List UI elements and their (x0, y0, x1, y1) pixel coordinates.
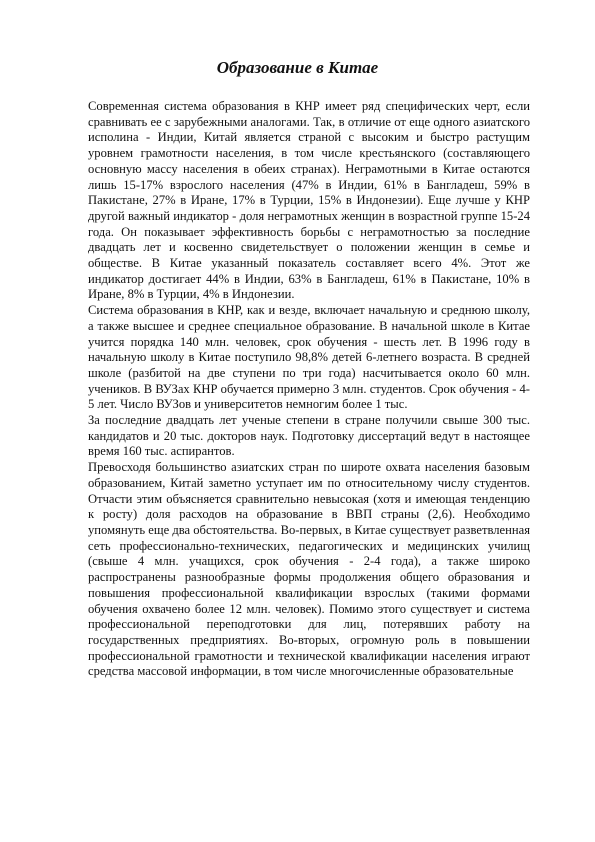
paragraph-comparison: Превосходя большинство азиатских стран по широте охвата населения базовым образованием, Китай заметно уступает им по относительному числу студентов. Отчасти этим объясняется сравнительно невысокая (хотя и имеющая тенденцию к росту) доля расходов на образование в ВВП страны (2,6). Необходимо упомянуть еще два обстоятельства. Во-первых, в Китае существует разветвленная сеть профессионально-технических, педагогических и медицинских училищ (свыше 4 млн. учащихся, срок обучения - 2-4 года), а также широко распространены разнообразные формы продолжения общего образования и повышения профессиональной квалификации взрослых (такими формами обучения охвачено более 12 млн. человек). Помимо этого существует и система профессиональной переподготовки для лиц, потерявших работу на государственных предприятиях. Во-вторых, огромную роль в повышении профессиональной грамотности и технической квалификации населения играют средства массовой информации, в том числе многочисленные образовательные (88, 460, 530, 679)
paragraph-education-system: Система образования в КНР, как и везде, включает начальную и среднюю школу, а также высшее и среднее специальное образование. В начальной школе в Китае учится порядка 140 млн. человек, срок обучения - шесть лет. В 1996 году в начальную школу в Китае поступило 98,8% детей 6-летнего возраста. В средней школе (разбитой на две ступени по три года) насчитывается около 60 млн. учеников. В ВУЗах КНР обучается примерно 3 млн. студентов. Срок обучения - 4-5 лет. Число ВУЗов и университетов немногим более 1 тыс. (88, 303, 530, 412)
paragraph-degrees: За последние двадцать лет ученые степени в стране получили свыше 300 тыс. кандидатов и 20 тыс. докторов наук. Подготовку диссертаций ведут в настоящее время 160 тыс. аспирантов. (88, 413, 530, 459)
document-title: Образование в Китае (216, 58, 379, 77)
paragraph-literacy: Современная система образования в КНР имеет ряд специфических черт, если сравнивать ее с зарубежными аналогами. Так, в отличие от еще одного азиатского исполина - Индии, Китай является страной с высоким и быстро растущим уровнем грамотности населения, в том числе крестьянского (составляющего основную массу населения в обеих странах). Неграмотными в Китае остаются лишь 15-17% взрослого населения (47% в Индии, 61% в Бангладеш, 59% в Пакистане, 27% в Иране, 17% в Турции, 15% в Индонезии). Еще лучше у КНР другой важный индикатор - доля неграмотных женщин в возрастной группе 15-24 года. Он показывает эффективность борьбы с неграмотностью за последние двадцать лет и косвенно свидетельствует о положении женщин в семье и обществе. В Китае указанный показатель составляет всего 4%. Этот же индикатор достигает 44% в Индии, 63% в Бангладеш, 61% в Пакистане, 10% в Иране, 8% в Турции, 4% в Индонезии. (88, 99, 530, 302)
document-body (88, 99, 530, 680)
